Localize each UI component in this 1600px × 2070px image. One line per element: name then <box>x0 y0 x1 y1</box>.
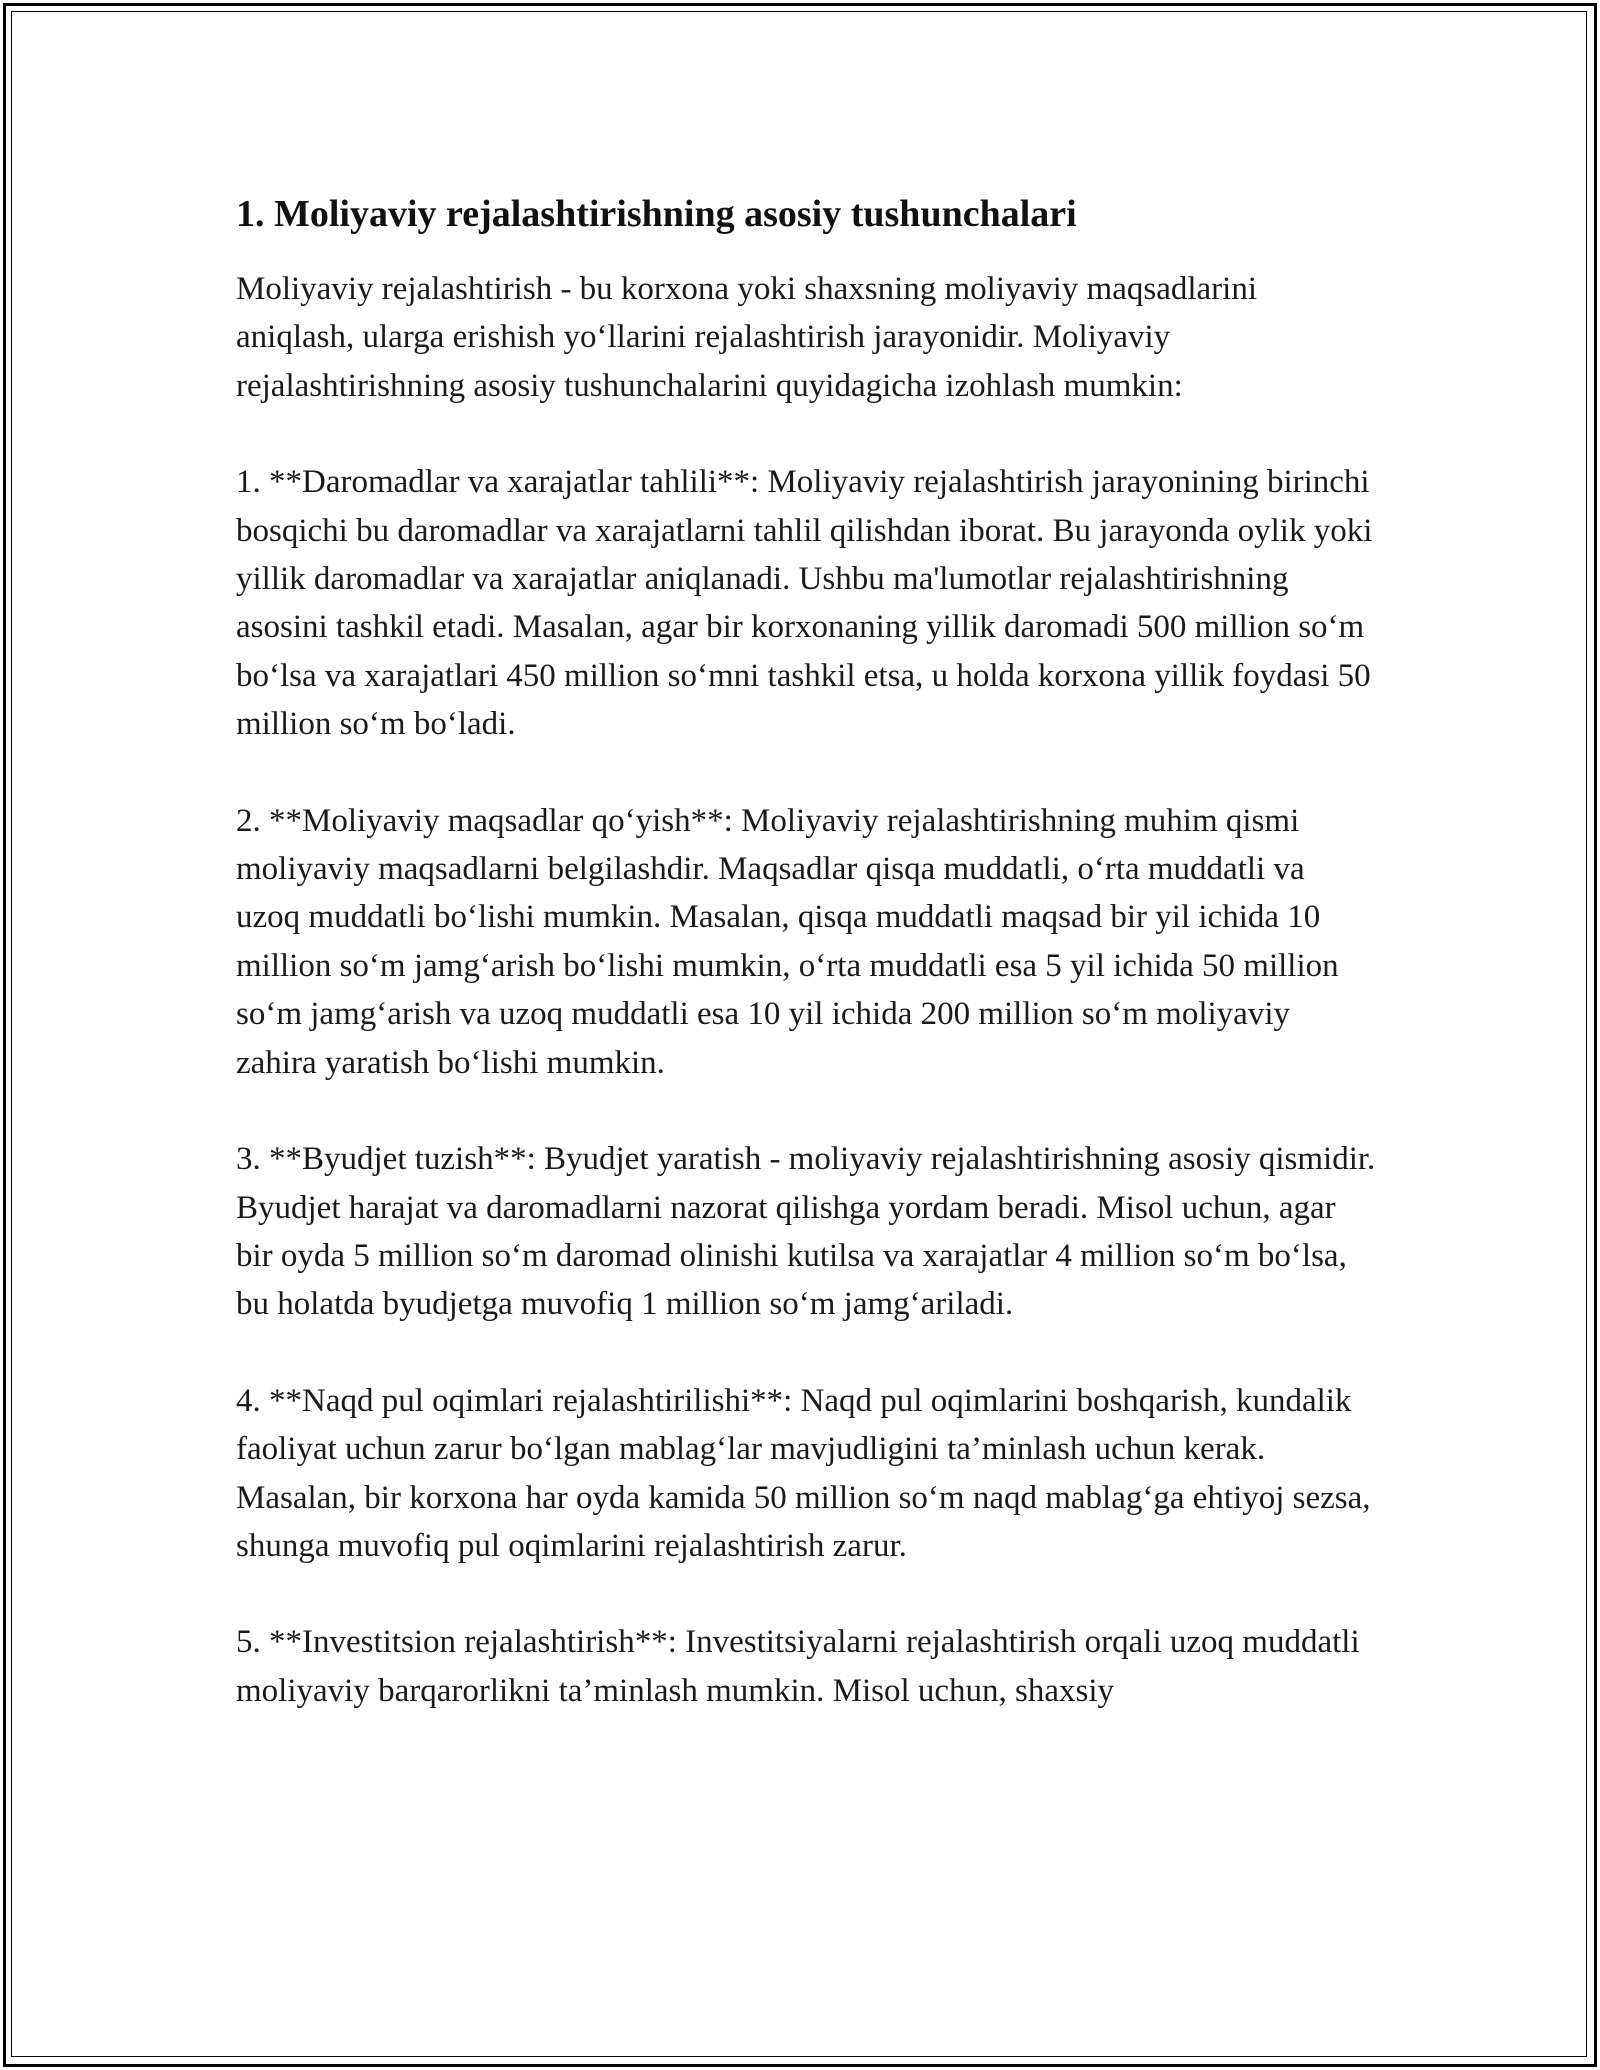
section-heading: 1. Moliyaviy rejalashtirishning asosiy tushunchalari <box>236 193 1077 235</box>
document-body <box>236 185 1376 1763</box>
paragraph-income-expense-analysis: 1. **Daromadlar va xarajatlar tahlili**: Moliyaviy rejalashtirish jarayonining birinchi bosqichi bu daromadlar va xarajatlarni tahlil qilishdan iborat. Bu jarayonda oylik yoki yillik daromadlar va xarajatlar aniqlanadi. Ushbu ma'lumotlar rejalashtirishning asosini tashkil etadi. Masalan, agar bir korxonaning yillik daromadi 500 million so‘m bo‘lsa va xarajatlari 450 million so‘mni tashkil etsa, u holda korxona yillik foydasi 50 million so‘m bo‘ladi. <box>236 464 1373 743</box>
paragraph-financial-goals: 2. **Moliyaviy maqsadlar qo‘yish**: Moliyaviy rejalashtirishning muhim qismi moliyaviy maqsadlarni belgilashdir. Maqsadlar qisqa muddatli, o‘rta muddatli va uzoq muddatli bo‘lishi mumkin. Masalan, qisqa muddatli maqsad bir yil ichida 10 million so‘m jamg‘arish bo‘lishi mumkin, o‘rta muddatli esa 5 yil ichida 50 million so‘m jamg‘arish va uzoq muddatli esa 10 yil ichida 200 million so‘m moliyaviy zahira yaratish bo‘lishi mumkin. <box>236 802 1339 1081</box>
paragraph-cash-flow-planning: 4. **Naqd pul oqimlari rejalashtirilishi**: Naqd pul oqimlarini boshqarish, kundalik faoliyat uchun zarur bo‘lgan mablag‘lar mavjudligini ta’minlash uchun kerak. Masalan, bir korxona har oyda kamida 50 million so‘m naqd mablag‘ga ehtiyoj sezsa, shunga muvofiq pul oqimlarini rejalashtirish zarur. <box>236 1382 1371 1564</box>
paragraph-investment-planning: 5. **Investitsion rejalashtirish**: Investitsiyalarni rejalashtirish orqali uzoq muddatli moliyaviy barqarorlikni ta’minlash mumkin. Misol uchun, shaxsiy <box>236 1624 1360 1709</box>
paragraph-budgeting: 3. **Byudjet tuzish**: Byudjet yaratish - moliyaviy rejalashtirishning asosiy qismidir. Byudjet harajat va daromadlarni nazorat qilishga yordam beradi. Misol uchun, agar bir oyda 5 million so‘m daromad olinishi kutilsa va xarajatlar 4 million so‘m bo‘lsa, bu holatda byudjetga muvofiq 1 million so‘m jamg‘ariladi. <box>236 1141 1376 1323</box>
intro-paragraph: Moliyaviy rejalashtirish - bu korxona yoki shaxsning moliyaviy maqsadlarini aniqlash, ularga erishish yo‘llarini rejalashtirish jarayonidir. Moliyaviy rejalashtirishning asosiy tushunchalarini quyidagicha izohlash mumkin: <box>236 271 1258 404</box>
